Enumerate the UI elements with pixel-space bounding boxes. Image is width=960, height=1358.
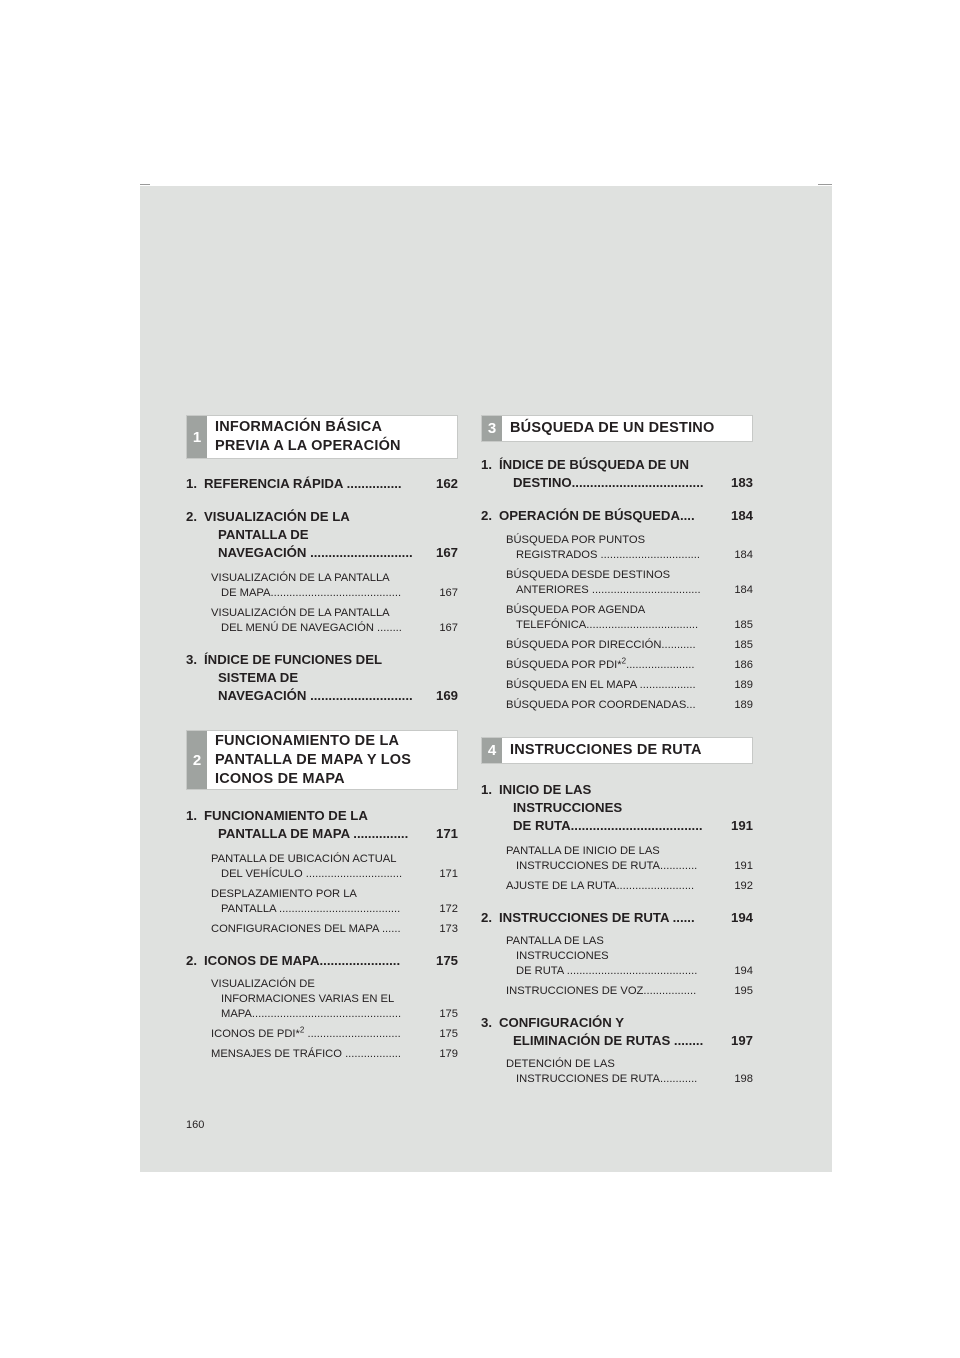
page-ref: 179	[439, 1048, 458, 1060]
page-ref: 186	[734, 659, 753, 671]
toc-subentry[interactable]: BÚSQUEDA POR DIRECCIÓN........... 185	[506, 639, 753, 651]
page-ref: 171	[439, 868, 458, 880]
toc-subentry[interactable]: VISUALIZACIÓN DE LA PANTALLA DEL MENÚ DE NAVEGACIÓN ........ 167	[211, 607, 458, 634]
toc-entry[interactable]: 2. OPERACIÓN DE BÚSQUEDA.... 184	[481, 508, 753, 523]
toc-subentry[interactable]: BÚSQUEDA DESDE DESTINOS ANTERIORES ................................... 184	[506, 569, 753, 596]
toc-column-right	[481, 415, 753, 1087]
page-ref: 192	[734, 880, 753, 892]
section-title: BÚSQUEDA DE UN DESTINO	[510, 420, 715, 436]
section-header-1	[186, 415, 458, 459]
toc-subentry[interactable]: DESPLAZAMIENTO POR LA PANTALLA ....................................... 172	[211, 888, 458, 915]
section-number: 1	[187, 416, 207, 458]
toc-subentry[interactable]: BÚSQUEDA POR AGENDA TELEFÓNICA.................................... 185	[506, 604, 753, 631]
toc-subentry[interactable]: AJUSTE DE LA RUTA......................... 192	[506, 880, 753, 892]
page-number: 160	[186, 1119, 205, 1131]
toc-subentry[interactable]: DETENCIÓN DE LAS INSTRUCCIONES DE RUTA............ 198	[506, 1058, 753, 1085]
page-ref: 175	[439, 1008, 458, 1020]
page-ref: 167	[439, 622, 458, 634]
toc-subentry[interactable]: CONFIGURACIONES DEL MAPA ...... 173	[211, 923, 458, 935]
page-ref: 183	[730, 475, 753, 490]
page-ref: 172	[439, 903, 458, 915]
toc-entry[interactable]: 3. ÍNDICE DE FUNCIONES DEL SISTEMA DE NAVEGACIÓN ............................ 169	[186, 652, 458, 703]
toc-entry[interactable]: 1. REFERENCIA RÁPIDA ............... 162	[186, 476, 458, 491]
section-header-3	[481, 415, 753, 442]
toc-subentry[interactable]: INSTRUCCIONES DE VOZ................. 195	[506, 985, 753, 997]
section-title: FUNCIONAMIENTO DE LA PANTALLA DE MAPA Y LOS ICONOS DE MAPA	[215, 732, 412, 787]
section-number: 3	[482, 416, 502, 441]
section-number: 2	[187, 731, 207, 789]
toc-entry[interactable]: 2. VISUALIZACIÓN DE LA PANTALLA DE NAVEGACIÓN ............................ 167	[186, 509, 458, 560]
page-ref: 184	[734, 584, 753, 596]
toc-subentry[interactable]: PANTALLA DE INICIO DE LAS INSTRUCCIONES DE RUTA............ 191	[506, 845, 753, 872]
toc-subentry[interactable]: BÚSQUEDA POR PUNTOS REGISTRADOS ................................ 184	[506, 534, 753, 561]
page-ref: 175	[439, 1028, 458, 1040]
toc-entry[interactable]: 2. ICONOS DE MAPA...................... 175	[186, 953, 458, 968]
page-ref: 191	[734, 860, 753, 872]
toc-subentry[interactable]: MENSAJES DE TRÁFICO .................. 179	[211, 1048, 458, 1060]
page-ref: 162	[435, 476, 458, 491]
toc-subentry[interactable]: PANTALLA DE LAS INSTRUCCIONES DE RUTA .......................................... 194	[506, 935, 753, 977]
page-ref: 197	[730, 1033, 753, 1048]
section-number: 4	[482, 738, 502, 763]
crop-mark	[818, 184, 832, 185]
page-ref: 189	[734, 699, 753, 711]
section-title: INSTRUCCIONES DE RUTA	[510, 742, 702, 758]
page-ref: 189	[734, 679, 753, 691]
page-ref: 184	[734, 549, 753, 561]
crop-mark	[140, 184, 150, 185]
page-ref: 185	[734, 619, 753, 631]
toc-subentry[interactable]: VISUALIZACIÓN DE INFORMACIONES VARIAS EN EL MAPA................................................ 175	[211, 978, 458, 1020]
toc-subentry[interactable]: VISUALIZACIÓN DE LA PANTALLA DE MAPA.......................................... 167	[211, 572, 458, 599]
toc-entry[interactable]: 3. CONFIGURACIÓN Y ELIMINACIÓN DE RUTAS ........ 197	[481, 1015, 753, 1048]
page-ref: 185	[734, 639, 753, 651]
section-header-2	[186, 730, 458, 790]
toc-subentry[interactable]: BÚSQUEDA POR COORDENADAS... 189	[506, 699, 753, 711]
page-ref: 191	[730, 818, 753, 833]
page-ref: 194	[730, 910, 753, 925]
page-ref: 169	[435, 688, 458, 703]
page-ref: 171	[435, 826, 458, 841]
page-ref: 167	[435, 545, 458, 560]
page-ref: 184	[730, 508, 753, 523]
toc-subentry[interactable]: BÚSQUEDA EN EL MAPA .................. 189	[506, 679, 753, 691]
toc-entry[interactable]: 2. INSTRUCCIONES DE RUTA ...... 194	[481, 910, 753, 925]
toc-entry[interactable]: 1. ÍNDICE DE BÚSQUEDA DE UN DESTINO.................................... 183	[481, 457, 753, 490]
toc-subentry[interactable]: ICONOS DE PDI*$^2$ .............................. 175	[211, 1025, 458, 1040]
toc-entry[interactable]: 1. INICIO DE LAS INSTRUCCIONES DE RUTA.................................... 191	[481, 782, 753, 833]
toc-subentry[interactable]: PANTALLA DE UBICACIÓN ACTUAL DEL VEHÍCULO ............................... 171	[211, 853, 458, 880]
page-ref: 173	[439, 923, 458, 935]
page-ref: 195	[734, 985, 753, 997]
page-ref: 167	[439, 587, 458, 599]
section-header-4	[481, 737, 753, 764]
toc-entry[interactable]: 1. FUNCIONAMIENTO DE LA PANTALLA DE MAPA ............... 171	[186, 808, 458, 841]
toc-subentry[interactable]: BÚSQUEDA POR PDI*$^2$...................... 186	[506, 656, 753, 671]
page-ref: 198	[734, 1073, 753, 1085]
section-title: INFORMACIÓN BÁSICA PREVIA A LA OPERACIÓN	[215, 419, 401, 454]
toc-column-left	[186, 415, 458, 1062]
page-ref: 194	[734, 965, 753, 977]
page-ref: 175	[435, 953, 458, 968]
